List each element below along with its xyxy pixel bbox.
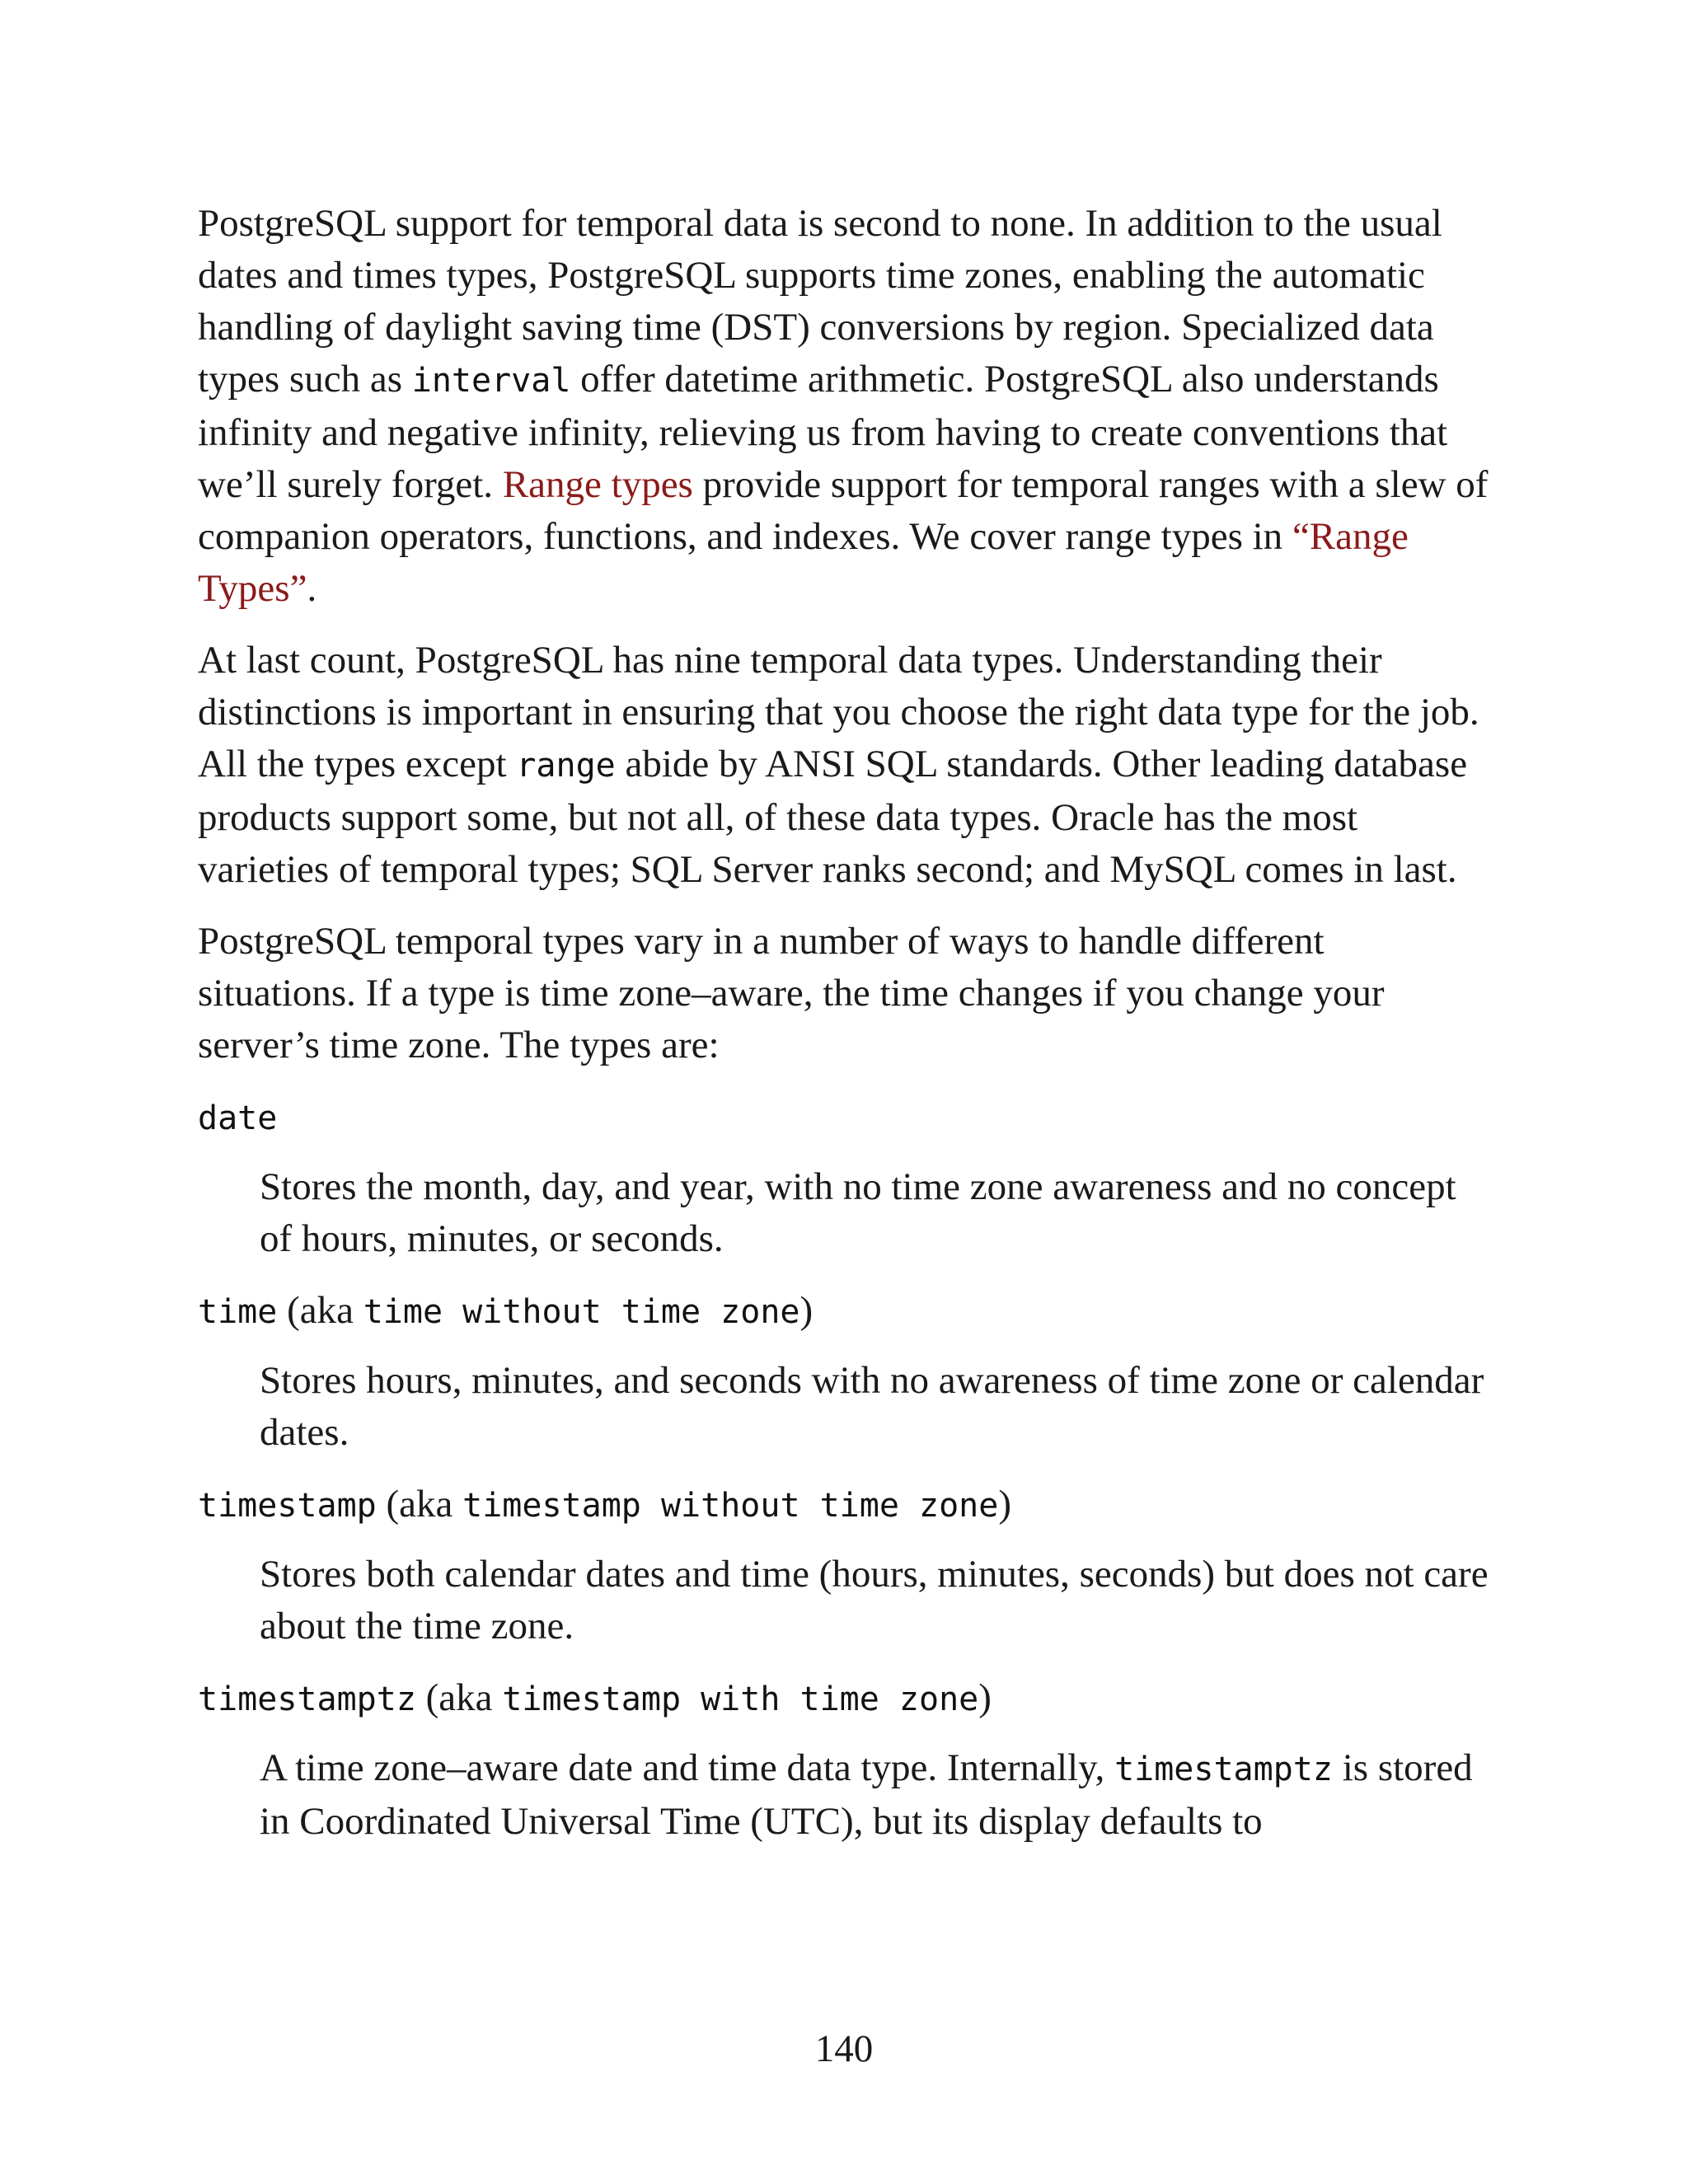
link-range-types[interactable]: Range types: [502, 463, 693, 506]
type-term-timestamptz: [198, 1672, 1492, 1726]
text-run: Stores the month, day, and year, with no time zone awareness and no concept of hours, minutes, or seconds.: [260, 1165, 1456, 1260]
type-definition-date: [260, 1161, 1492, 1265]
type-definition-timestamptz: [260, 1742, 1492, 1848]
text-run: Stores both calendar dates and time (hours, minutes, seconds) but does not care about the time zone.: [260, 1553, 1489, 1647]
text-run: .: [307, 567, 317, 610]
type-alias: timestamp without time zone: [462, 1487, 999, 1525]
type-term-date: [198, 1091, 1492, 1145]
type-term-time: [198, 1285, 1492, 1338]
paragraph-type-variations: [198, 916, 1492, 1071]
aka-suffix: ): [978, 1676, 992, 1719]
type-alias: time without time zone: [363, 1293, 800, 1331]
type-alias: timestamp with time zone: [502, 1680, 979, 1718]
aka-prefix: (aka: [277, 1289, 363, 1332]
inline-code: range: [516, 747, 616, 785]
type-name: date: [198, 1099, 278, 1137]
type-name: timestamp: [198, 1487, 377, 1525]
type-definition-timestamp: [260, 1549, 1492, 1652]
text-run: Stores hours, minutes, and seconds with no awareness of time zone or calendar dates.: [260, 1359, 1484, 1454]
text-run: provide support for temporal ranges with a slew of companion operators, functions, and indexes. We cover range types in: [198, 463, 1489, 558]
type-name: time: [198, 1293, 278, 1331]
type-definition-time: [260, 1355, 1492, 1459]
aka-prefix: (aka: [415, 1676, 503, 1719]
temporal-type-list: [198, 1091, 1492, 1848]
text-run: abide by ANSI SQL standards. Other leading database products support some, but not all, of these data types. Oracle has the most varieties of temporal types; SQL Server ranks second; and MySQL comes in last.: [198, 743, 1468, 891]
link-range-types-section[interactable]: “Range Types”: [198, 515, 1409, 610]
aka-suffix: ): [998, 1483, 1011, 1526]
text-run: PostgreSQL temporal types vary in a number of ways to handle different situations. If a type is time zone–aware, the time changes if you change your server’s time zone. The types are:: [198, 920, 1385, 1066]
aka-suffix: ): [799, 1289, 814, 1332]
type-name: timestamptz: [198, 1680, 416, 1718]
inline-code: interval: [411, 362, 571, 400]
text-run: A time zone–aware date and time data type. Internally,: [260, 1746, 1115, 1789]
aka-prefix: (aka: [376, 1483, 463, 1526]
text-run: PostgreSQL support for temporal data is second to none. In addition to the usual dates and times types, PostgreSQL supports time zones, enabling the automatic handling of daylight saving time (DST) conversions by region. Specialized data types such as: [198, 202, 1442, 401]
page-body: [198, 198, 1492, 1868]
inline-code: timestamptz: [1114, 1750, 1333, 1788]
text-run: At last count, PostgreSQL has nine temporal data types. Understanding their distinctions is important in ensuring that you choose the right data type for the job. All the types except: [198, 639, 1479, 785]
paragraph-temporal-intro: [198, 198, 1492, 615]
page-number: 140: [814, 2027, 874, 2070]
text-run: offer datetime arithmetic. PostgreSQL also understands infinity and negative infinity, relieving us from having to create conventions that we’ll surely forget.: [198, 358, 1448, 506]
type-term-timestamp: [198, 1479, 1492, 1532]
text-run: is stored in Coordinated Universal Time (UTC), but its display defaults to: [260, 1746, 1473, 1843]
paragraph-type-count: [198, 635, 1492, 896]
